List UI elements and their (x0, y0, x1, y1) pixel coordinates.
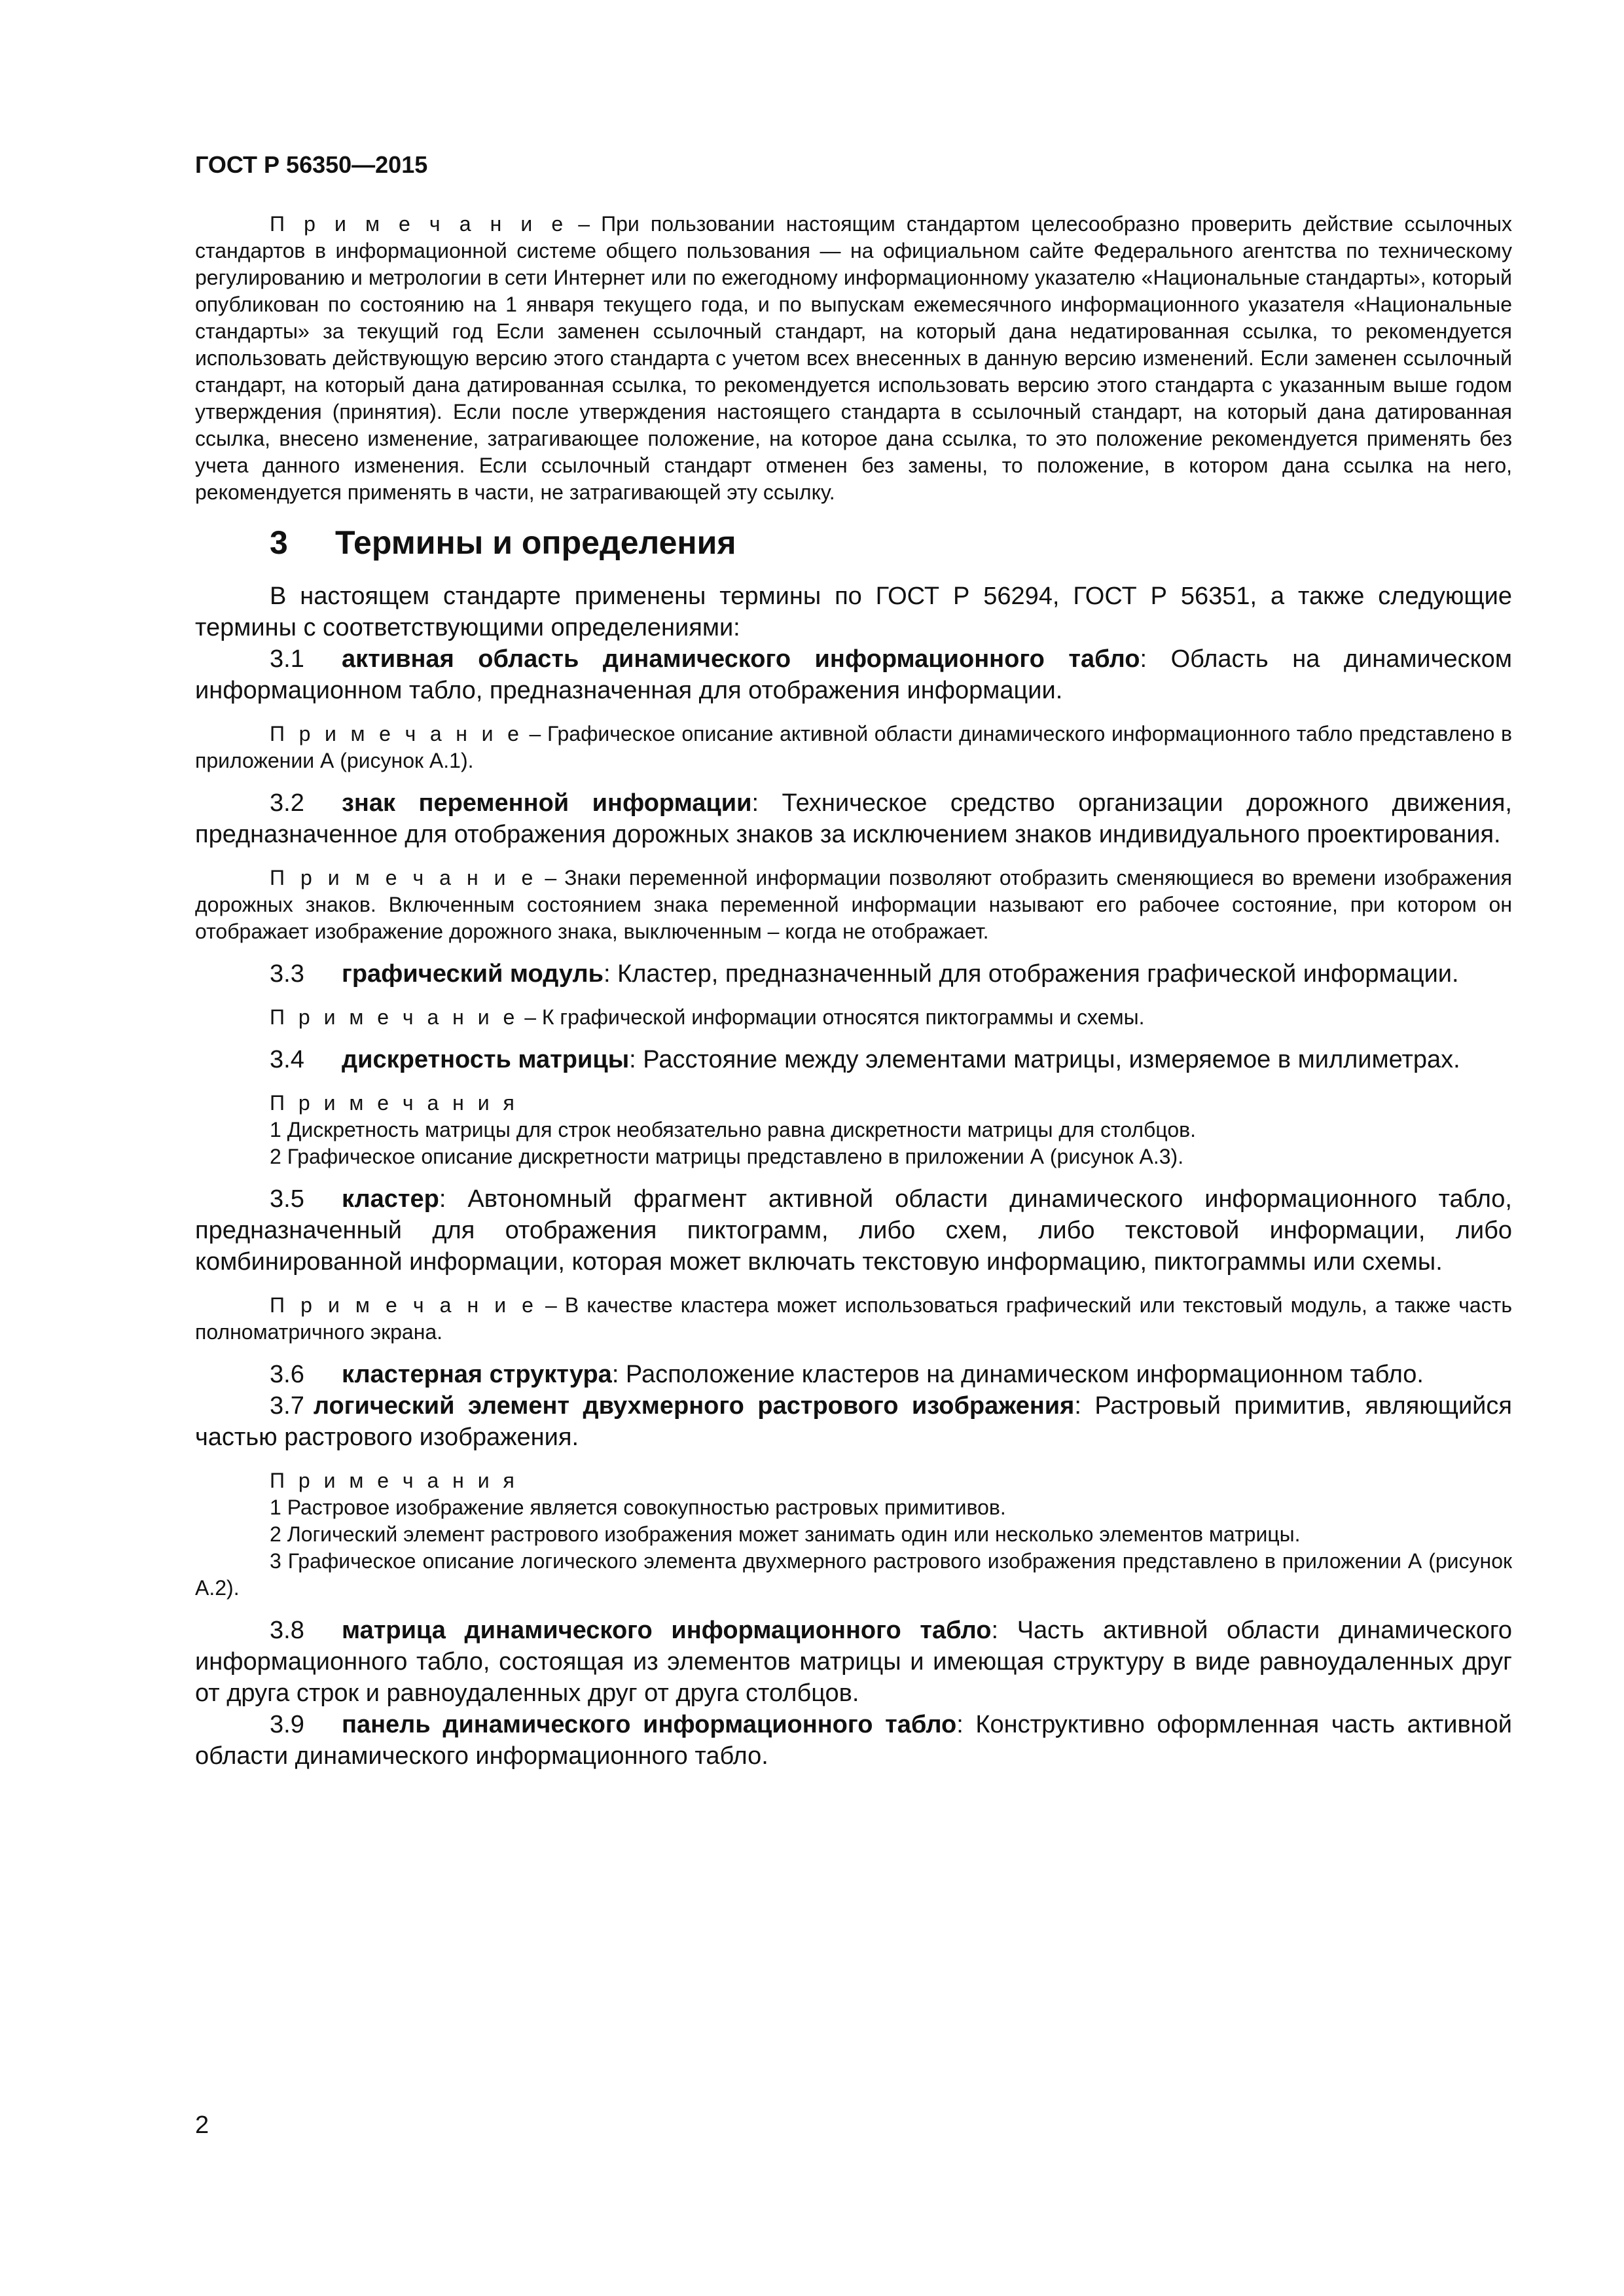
intro-note (195, 211, 1512, 506)
note-label: П р и м е ч а н и е (270, 212, 568, 236)
term-3-2 (195, 787, 1512, 850)
term-3-1-note (195, 721, 1512, 774)
note-item: 2 Логический элемент растрового изображения может занимать один или несколько элементов матрицы. (270, 1522, 1301, 1546)
term-name: дискретность матрицы (342, 1046, 630, 1073)
note-text: – К графической информации относятся пиктограммы и схемы. (518, 1005, 1145, 1029)
term-3-4-notes (195, 1090, 1512, 1170)
term-name: кластерная структура (342, 1361, 612, 1388)
term-number: 3.9 (270, 1711, 304, 1738)
term-3-7-notes (195, 1467, 1512, 1602)
term-3-1 (195, 643, 1512, 706)
term-name: активная область динамического информационного табло (342, 645, 1140, 673)
note-text: – Знаки переменной информации позволяют отобразить сменяющиеся во времени изображения дорожных знаков. Включенным состоянием знака переменной информации называют его рабочее состояние, при котором он отображает изображение дорожного знака, выключенным – когда не отображает. (195, 866, 1513, 943)
term-name: графический модуль (342, 960, 604, 988)
term-definition: : Техническое средство организации дорожного движения, предназначенное для отображения дорожных знаков за исключением знаков индивидуального проектирования. (195, 789, 1512, 848)
term-3-5-note (195, 1292, 1512, 1346)
term-3-9 (195, 1709, 1512, 1772)
note-text: – При пользовании настоящим стандартом целесообразно проверить действие ссылочных стандартов в информационной системе общего пользования — на официальном сайте Федерального агентства по техническому регулированию и метрологии в сети Интернет или по ежегодному информационному указателю «Национальные стандарты», который опубликован по состоянию на 1 января текущего года, и по выпускам ежемесячного информационного указателя «Национальные стандарты» за текущий год Если заменен ссылочный стандарт, на который дана недатированная ссылка, то рекомендуется использовать действующую версию этого стандарта с учетом всех внесенных в данную версию изменений. Если заменен ссылочный стандарт, на который дана датированная ссылка, то рекомендуется использовать версию этого стандарта с указанным выше годом утверждения (принятия). Если после утверждения настоящего стандарта в ссылочный стандарт, на который дана датированная ссылка, внесено изменение, затрагивающее положение, на которое дана ссылка, то это положение рекомендуется применять без учета данного изменения. Если ссылочный стандарт отменен без замены, то положение, в котором дана ссылка на него, рекомендуется применять в части, не затрагивающей эту ссылку. (195, 212, 1513, 504)
note-text: – В качестве кластера может использоваться графический или текстовый модуль, а также часть полноматричного экрана. (195, 1293, 1513, 1344)
note-label: П р и м е ч а н и е (270, 722, 523, 745)
term-definition: : Конструктивно оформленная часть активной области динамического информационного табло. (195, 1711, 1512, 1770)
term-3-3 (195, 958, 1512, 990)
note-item: 1 Растровое изображение является совокупностью растровых примитивов. (270, 1496, 1006, 1519)
term-3-3-note (195, 1004, 1512, 1031)
term-3-4 (195, 1044, 1512, 1075)
term-name: логический элемент двухмерного растрового изображения (313, 1392, 1075, 1420)
note-label: П р и м е ч а н и е (270, 866, 537, 889)
term-definition: : Кластер, предназначенный для отображения графической информации. (603, 960, 1459, 988)
term-name: кластер (342, 1185, 439, 1213)
document-page (195, 151, 1512, 1772)
term-number: 3.6 (270, 1361, 304, 1388)
note-label: П р и м е ч а н и е (270, 1005, 519, 1029)
section-number: 3 (270, 524, 288, 561)
term-name: панель динамического информационного табло (342, 1711, 957, 1738)
section-intro: В настоящем стандарте применены термины по ГОСТ Р 56294, ГОСТ Р 56351, а также следующие термины с соответствующими определениями: (195, 583, 1512, 641)
note-item: 3 Графическое описание логического элемента двухмерного растрового изображения представлено в приложении А (рисунок А.2). (195, 1549, 1512, 1600)
term-definition: : Часть активной области динамического информационного табло, состоящая из элементов матрицы и имеющая структуру в виде равноудаленных друг от друга строк и равноудаленных друг от друга столбцов. (195, 1617, 1513, 1707)
notes-label: П р и м е ч а н и я (270, 1091, 518, 1115)
term-number: 3.3 (270, 960, 304, 988)
note-label: П р и м е ч а н и е (270, 1293, 537, 1317)
section-title: Термины и определения (335, 524, 736, 561)
term-number: 3.8 (270, 1617, 304, 1644)
term-3-6 (195, 1359, 1512, 1390)
term-3-8 (195, 1615, 1512, 1709)
term-definition: : Расположение кластеров на динамическом информационном табло. (611, 1361, 1424, 1388)
section-heading (195, 523, 1512, 562)
notes-label: П р и м е ч а н и я (270, 1469, 518, 1492)
term-definition: : Автономный фрагмент активной области динамического информационного табло, предназначенный для отображения пиктограмм, либо схем, либо текстовой информации, либо комбинированной информации, которая может включать текстовую информацию, пиктограммы или схемы. (195, 1185, 1512, 1276)
term-name: матрица динамического информационного табло (342, 1617, 992, 1644)
term-number: 3.2 (270, 789, 304, 817)
term-definition: : Область на динамическом информационном табло, предназначенная для отображения информации. (195, 645, 1512, 704)
note-item: 2 Графическое описание дискретности матрицы представлено в приложении А (рисунок А.3). (270, 1145, 1184, 1168)
note-item: 1 Дискретность матрицы для строк необязательно равна дискретности матрицы для столбцов. (270, 1118, 1196, 1141)
document-code-header: ГОСТ Р 56350—2015 (195, 151, 428, 178)
term-3-7 (195, 1390, 1512, 1453)
term-3-2-note (195, 865, 1512, 945)
term-definition: : Растровый примитив, являющийся частью растрового изображения. (195, 1392, 1512, 1451)
term-3-5 (195, 1183, 1512, 1278)
page-number: 2 (195, 2111, 209, 2139)
term-number: 3.4 (270, 1046, 304, 1073)
term-number: 3.1 (270, 645, 304, 673)
note-text: – Графическое описание активной области динамического информационного табло представлено в приложении А (рисунок А.1). (195, 722, 1513, 772)
term-number: 3.5 (270, 1185, 304, 1213)
term-number: 3.7 (270, 1392, 304, 1420)
term-definition: : Расстояние между элементами матрицы, измеряемое в миллиметрах. (629, 1046, 1460, 1073)
term-name: знак переменной информации (342, 789, 752, 817)
